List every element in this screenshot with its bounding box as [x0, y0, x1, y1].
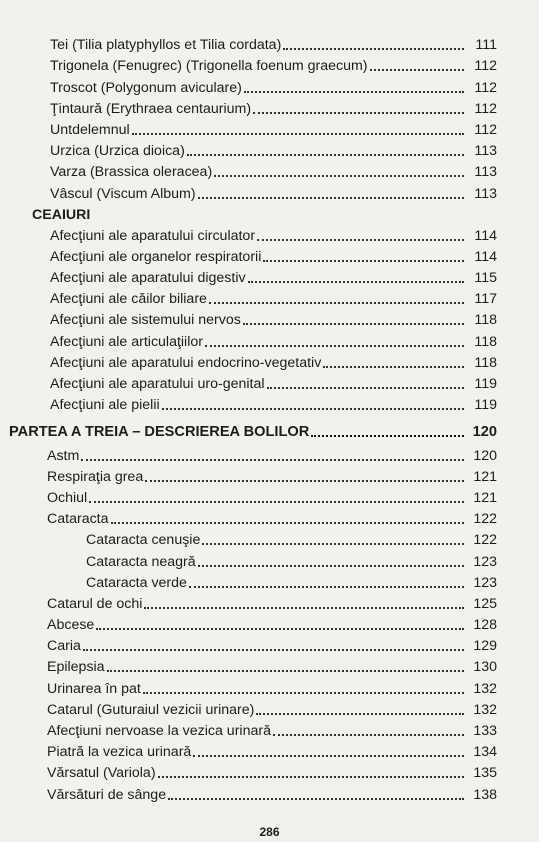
dot-leader [168, 798, 464, 800]
toc-entry-title: Untdelemnul [50, 121, 130, 138]
toc-entry-page-number: 121 [473, 468, 497, 485]
table-of-contents [0, 33, 539, 804]
toc-entry-page-number: 119 [474, 397, 497, 414]
toc-entry-title: Vărsatul (Variola) [47, 765, 156, 782]
toc-entry[interactable] [0, 308, 539, 329]
section-heading: CEAIURI [32, 206, 91, 223]
dot-leader [198, 565, 464, 567]
toc-entry[interactable] [0, 75, 539, 96]
toc-entry[interactable] [0, 224, 539, 245]
toc-entry-page-number: 128 [473, 617, 497, 634]
toc-entry[interactable] [0, 486, 539, 507]
dot-leader [89, 501, 464, 503]
toc-entry-title: Afecţiuni ale aparatului endocrino-vegetativ [50, 354, 322, 371]
toc-entry-page-number: 130 [473, 659, 497, 676]
toc-entry-title: Epilepsia [47, 659, 105, 676]
toc-entry[interactable] [0, 528, 539, 549]
dot-leader [283, 48, 464, 50]
part-page-number: 120 [472, 424, 497, 441]
toc-entry-title: Catarul de ochi [47, 595, 143, 612]
toc-entry-title: Urinarea în pat [47, 680, 141, 697]
toc-entry-page-number: 132 [473, 701, 497, 718]
dot-leader [145, 480, 464, 482]
dot-leader [323, 366, 464, 368]
toc-entry-page-number: 129 [473, 638, 497, 655]
toc-entry-title: Cataracta [47, 511, 109, 528]
toc-entry-page-number: 115 [474, 270, 497, 287]
toc-entry-page-number: 114 [474, 227, 497, 244]
toc-entry[interactable] [0, 245, 539, 266]
dot-leader [205, 345, 464, 347]
toc-entry[interactable] [0, 719, 539, 740]
toc-entry[interactable] [0, 465, 539, 486]
toc-entry-page-number: 112 [474, 121, 497, 138]
toc-entry-page-number: 138 [473, 786, 497, 803]
toc-entry[interactable] [0, 118, 539, 139]
dot-leader [243, 323, 464, 325]
toc-entry-page-number: 112 [474, 58, 497, 75]
toc-entry-page-number: 123 [473, 553, 497, 570]
toc-entry-title: Caria [47, 638, 81, 655]
dot-leader [96, 628, 464, 630]
toc-entry-title: Tei (Tilia platyphyllos et Tilia cordata) [50, 37, 282, 54]
dot-leader [267, 387, 464, 389]
toc-entry[interactable] [0, 761, 539, 782]
toc-entry-page-number: 117 [474, 291, 497, 308]
dot-leader [248, 281, 464, 283]
dot-leader [111, 522, 464, 524]
toc-entry[interactable] [0, 613, 539, 634]
toc-entry-title: Afecţiuni ale articulaţiilor [50, 333, 203, 350]
toc-entry[interactable] [0, 592, 539, 613]
toc-entry-title: Varza (Brassica oleracea) [50, 164, 213, 181]
toc-entry-title: Vâscul (Viscum Album) [50, 185, 196, 202]
toc-entry[interactable] [0, 507, 539, 528]
toc-entry-page-number: 122 [473, 532, 497, 549]
toc-entry-page-number: 118 [474, 333, 497, 350]
dot-leader [132, 133, 464, 135]
toc-entry[interactable] [0, 655, 539, 676]
toc-entry-title: Troscot (Polygonum aviculare) [50, 79, 242, 96]
dot-leader [162, 408, 464, 410]
toc-entry-title: Vărsături de sânge [47, 786, 167, 803]
toc-entry-title: Ţintaură (Erythraea centaurium) [50, 100, 252, 117]
dot-leader [311, 435, 464, 437]
toc-entry[interactable] [0, 266, 539, 287]
dot-leader [83, 649, 464, 651]
toc-entry[interactable] [0, 372, 539, 393]
part-title: PARTEA A TREIA – DESCRIEREA BOLILOR [9, 424, 310, 441]
toc-entry-page-number: 118 [474, 312, 497, 329]
dot-leader [198, 197, 464, 199]
dot-leader [107, 670, 464, 672]
toc-entry-title: Afecţiuni ale sistemului nervos [50, 312, 241, 329]
toc-entry-page-number: 135 [473, 765, 497, 782]
toc-entry-page-number: 122 [473, 511, 497, 528]
toc-entry-title: Catarul (Guturaiul vezicii urinare) [47, 701, 255, 718]
toc-entry[interactable] [0, 443, 539, 464]
toc-entry-page-number: 111 [475, 37, 497, 54]
toc-entry[interactable] [0, 571, 539, 592]
toc-entry-page-number: 113 [474, 164, 497, 181]
toc-entry-title: Abcese [47, 617, 95, 634]
toc-entry-title: Respiraţia grea [47, 468, 144, 485]
dot-leader [158, 776, 464, 778]
toc-entry-page-number: 121 [473, 489, 497, 506]
dot-leader [214, 175, 464, 177]
toc-entry-title: Afecţiuni ale aparatului circulator [50, 227, 256, 244]
dot-leader [244, 91, 464, 93]
toc-entry-title: Cataracta cenuşie [86, 532, 201, 549]
toc-entry-title: Afecţiuni ale organelor respiratorii [50, 248, 262, 265]
toc-entry-title: Afecţiuni ale aparatului digestiv [50, 270, 246, 287]
toc-entry[interactable] [0, 97, 539, 118]
toc-entry-title: Afecţiuni nervoase la vezica urinară [47, 723, 271, 739]
toc-entry-title: Astm [47, 447, 80, 464]
toc-entry-title: Trigonela (Fenugrec) (Trigonella foenum graecum) [50, 58, 368, 75]
toc-entry-title: Afecţiuni ale căilor biliare [50, 291, 207, 308]
dot-leader [193, 755, 464, 757]
toc-entry[interactable] [0, 329, 539, 350]
toc-entry[interactable] [0, 393, 539, 414]
toc-entry-page-number: 125 [473, 595, 497, 612]
toc-entry-page-number: 113 [474, 185, 497, 202]
dot-leader [256, 713, 464, 715]
toc-entry-title: Afecţiuni ale pielii [50, 397, 160, 414]
toc-entry[interactable] [0, 351, 539, 372]
toc-entry-title: Cataracta verde [86, 574, 187, 591]
dot-leader [257, 239, 464, 241]
toc-entry-title: Cataracta neagră [86, 553, 196, 570]
dot-leader [253, 112, 464, 114]
toc-entry[interactable] [0, 634, 539, 655]
toc-entry-page-number: 123 [473, 574, 497, 591]
toc-entry-page-number: 112 [474, 100, 497, 117]
dot-leader [144, 607, 464, 609]
dot-leader [209, 302, 464, 304]
toc-entry-page-number: 132 [473, 680, 497, 697]
toc-entry-page-number: 112 [474, 79, 497, 96]
toc-entry-title: Afecţiuni ale aparatului uro-genital [50, 376, 265, 392]
toc-entry[interactable] [0, 160, 539, 181]
toc-entry-page-number: 120 [473, 447, 497, 464]
dot-leader [370, 69, 464, 71]
toc-entry[interactable] [0, 676, 539, 697]
toc-entry-page-number: 134 [473, 744, 497, 761]
dot-leader [189, 586, 464, 588]
toc-entry-page-number: 114 [474, 248, 497, 265]
toc-entry-title: Urzica (Urzica dioica) [50, 143, 185, 160]
toc-entry-page-number: 118 [474, 354, 497, 371]
dot-leader [273, 734, 464, 736]
toc-entry-page-number: 133 [473, 723, 497, 739]
toc-entry[interactable] [0, 181, 539, 202]
toc-entry[interactable] [0, 54, 539, 75]
toc-entry-page-number: 113 [474, 143, 497, 160]
toc-entry[interactable] [0, 139, 539, 160]
toc-entry-title: Ochiul [47, 489, 88, 506]
toc-entry[interactable] [0, 740, 539, 761]
dot-leader [263, 260, 464, 262]
dot-leader [187, 154, 464, 156]
part-heading-row[interactable] [0, 420, 539, 441]
toc-entry-title: Piatră la vezica urinară [47, 744, 192, 761]
toc-entry[interactable] [0, 549, 539, 570]
dot-leader [202, 543, 464, 545]
toc-entry-page-number: 119 [474, 376, 497, 392]
page-number: 286 [259, 825, 280, 839]
toc-entry[interactable] [0, 698, 539, 719]
dot-leader [143, 692, 464, 694]
toc-entry[interactable] [0, 287, 539, 308]
toc-entry[interactable] [0, 782, 539, 803]
toc-entry[interactable] [0, 33, 539, 54]
dot-leader [81, 459, 464, 461]
